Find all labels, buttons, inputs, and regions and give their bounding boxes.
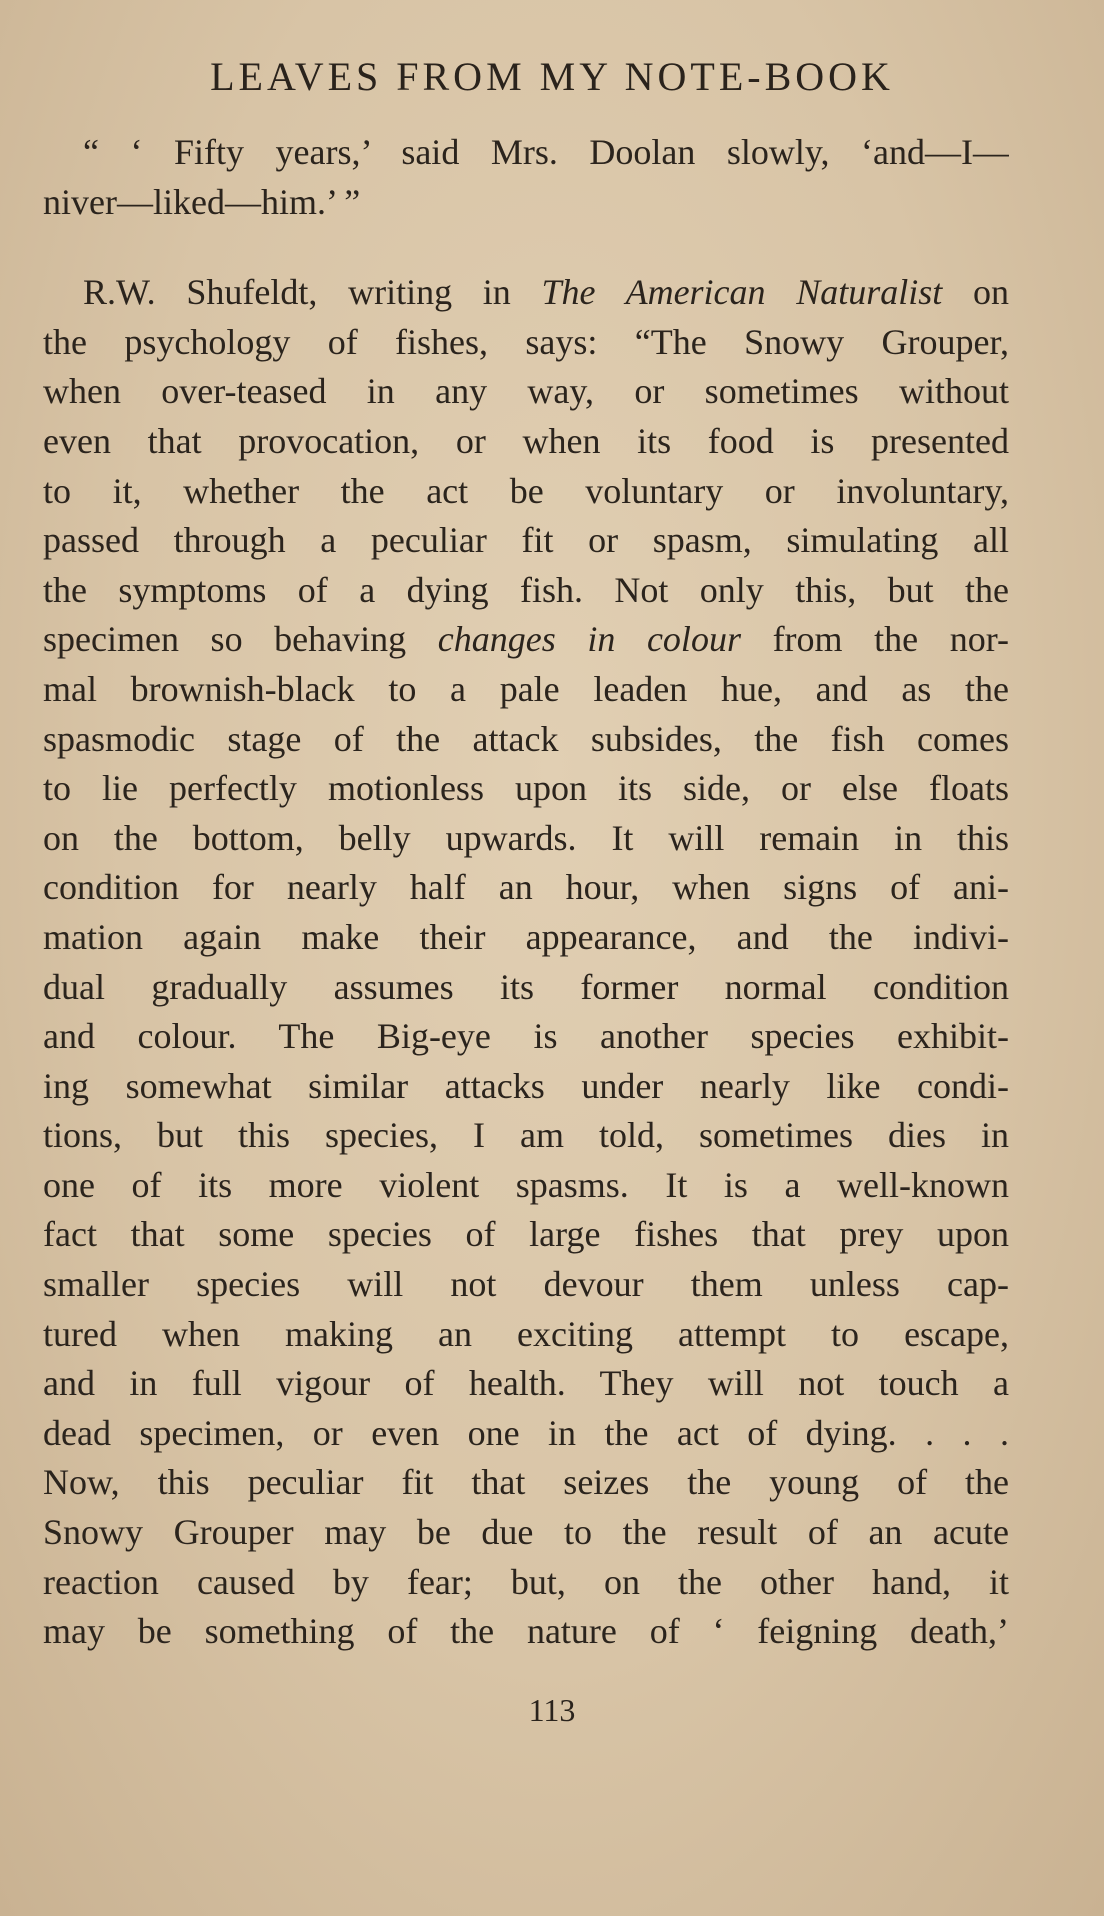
text-line: and in full vigour of health. They will not touch a	[43, 1363, 1009, 1404]
text-line: passed through a peculiar fit or spasm, simulating all	[43, 520, 1009, 561]
text-line: Now, this peculiar fit that seizes the young of the	[43, 1462, 1009, 1503]
text-line: dual gradually assumes its former normal condition	[43, 966, 1009, 1007]
text-line: mal brownish-black to a pale leaden hue, and as the	[43, 668, 1009, 709]
text-run: R.W. Shufeldt, writing in	[83, 272, 542, 313]
italic-phrase: changes in colour	[437, 619, 741, 660]
running-head: LEAVES FROM MY NOTE-BOOK	[210, 54, 894, 99]
text-line: tured when making an exciting attempt to escape,	[43, 1313, 1009, 1354]
text-line: niver—liked—him.’ ”	[43, 181, 361, 222]
text-line: “ ‘ Fifty years,’ said Mrs. Doolan slowly, ‘and—I—	[83, 132, 1009, 172]
text-line: to lie perfectly motionless upon its side, or else floats	[43, 768, 1009, 809]
text-line	[43, 268, 1009, 318]
text-line: tions, but this species, I am told, sometimes dies in	[43, 1115, 1009, 1156]
text-line: mation again make their appearance, and the indivi-	[43, 916, 1009, 957]
body-text	[43, 128, 1009, 1657]
text-line: condition for nearly half an hour, when signs of ani-	[43, 867, 1009, 908]
text-line: and colour. The Big-eye is another species exhibit-	[43, 1016, 1009, 1057]
text-line: even that provocation, or when its food is presented	[43, 420, 1009, 461]
text-line: when over-teased in any way, or sometimes without	[43, 371, 1009, 412]
text-line	[43, 615, 1009, 665]
text-line: spasmodic stage of the attack subsides, the fish comes	[43, 718, 1009, 759]
text-line: on the bottom, belly upwards. It will remain in this	[43, 817, 1009, 858]
text-line: may be something of the nature of ‘ feigning death,’	[43, 1611, 1009, 1652]
text-line: ing somewhat similar attacks under nearly like condi-	[43, 1065, 1009, 1106]
text-line: to it, whether the act be voluntary or involuntary,	[43, 470, 1009, 511]
text-line: reaction caused by fear; but, on the other hand, it	[43, 1561, 1009, 1602]
page-number: 113	[528, 1692, 576, 1728]
text-line: dead specimen, or even one in the act of dying. . . .	[43, 1412, 1009, 1453]
text-line: one of its more violent spasms. It is a well-known	[43, 1164, 1009, 1205]
text-run: on	[942, 272, 1009, 313]
text-line: fact that some species of large fishes that prey upon	[43, 1214, 1009, 1255]
text-line: the symptoms of a dying fish. Not only this, but the	[43, 569, 1009, 610]
text-run: specimen so behaving	[43, 619, 438, 660]
text-line: the psychology of fishes, says: “The Snowy Grouper,	[43, 321, 1009, 362]
text-line: smaller species will not devour them unless cap-	[43, 1264, 1009, 1305]
paragraph-gap	[43, 227, 1009, 268]
journal-title: The American Naturalist	[541, 272, 943, 313]
text-run: from the nor-	[740, 619, 1009, 660]
text-line: Snowy Grouper may be due to the result of an acute	[43, 1512, 1009, 1553]
